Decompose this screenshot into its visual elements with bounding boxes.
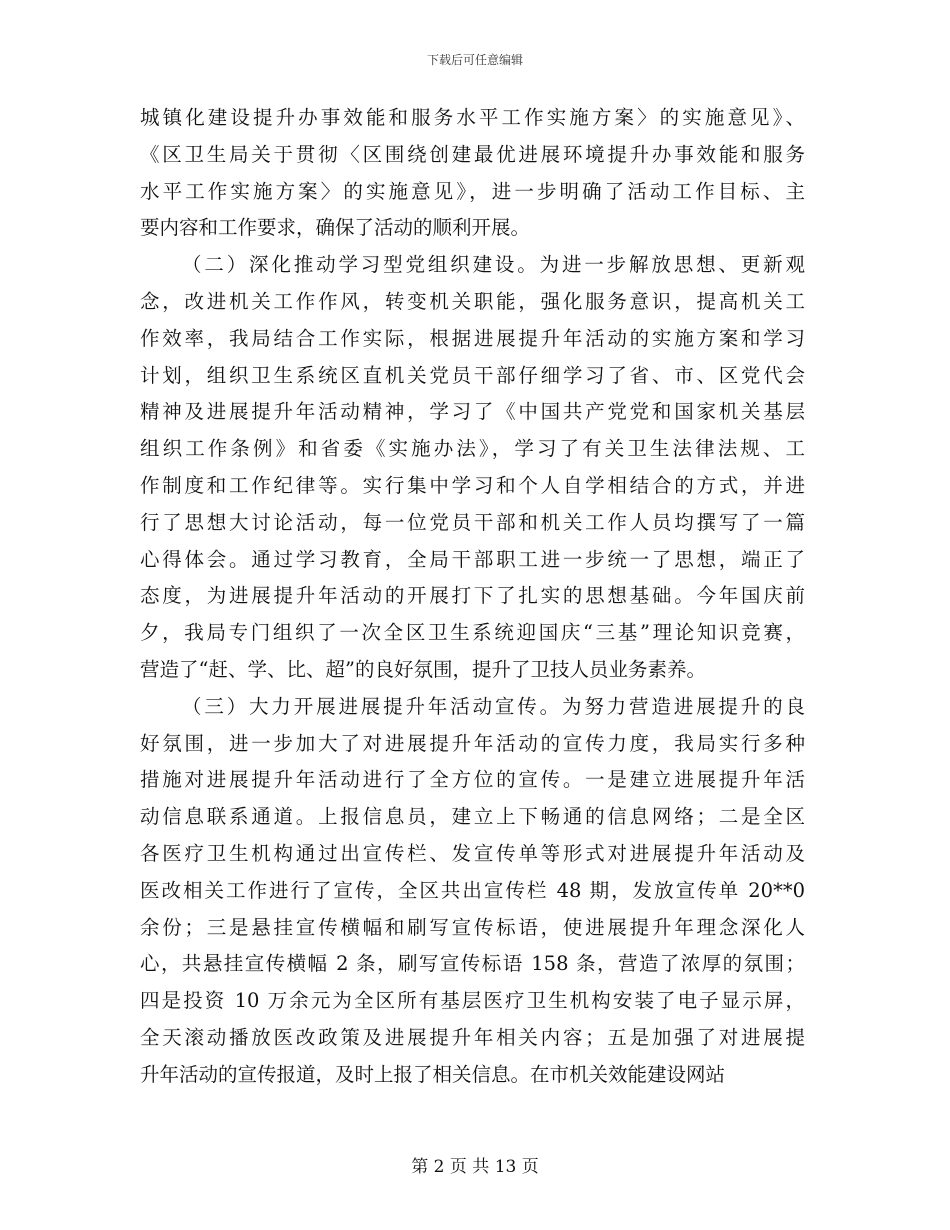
page-header-note: 下载后可任意编辑: [426, 53, 523, 67]
text-line: 好氛围，进一步加大了对进展提升年活动的宣传力度，我局实行多种: [140, 731, 805, 755]
text-line: 措施对进展提升年活动进行了全方位的宣传。一是建立进展提升年活: [140, 768, 805, 792]
text-line: 升年活动的宣传报道，及时上报了相关信息。在市机关效能建设网站: [140, 1062, 726, 1086]
paragraph-2: [140, 247, 805, 689]
text-line: 心，共悬挂宣传横幅 2 条，刷写宣传标语 158 条，营造了浓厚的氛围；: [140, 952, 805, 976]
text-line: 城镇化建设提升办事效能和服务水平工作实施方案〉的实施意见》、: [140, 106, 805, 129]
text-line: 《区卫生局关于贯彻〈区围绕创建最优进展环境提升办事效能和服务: [140, 142, 805, 166]
text-line: （二）深化推动学习型党组织建设。为进一步解放思想、更新观: [182, 253, 805, 277]
text-line: 作制度和工作纪律等。实行集中学习和个人自学相结合的方式，并进: [140, 473, 805, 497]
text-line: 态度，为进展提升年活动的开展打下了扎实的思想基础。今年国庆前: [140, 584, 805, 608]
text-line: 夕，我局专门组织了一次全区卫生系统迎国庆“三基”理论知识竞赛，: [140, 621, 805, 645]
text-line: 动信息联系通道。上报信息员，建立上下畅通的信息网络；二是全区: [140, 805, 805, 829]
text-line: 余份；三是悬挂宣传横幅和刷写宣传标语，使进展提升年理念深化人: [140, 915, 805, 939]
text-line: 精神及进展提升年活动精神，学习了《中国共产党党和国家机关基层: [140, 400, 805, 424]
text-line: 要内容和工作要求，确保了活动的顺利开展。: [140, 216, 531, 240]
text-line: 作效率，我局结合工作实际，根据进展提升年活动的实施方案和学习: [140, 326, 805, 350]
text-line: 计划，组织卫生系统区直机关党员干部仔细学习了省、市、区党代会: [140, 363, 805, 387]
text-line: 全天滚动播放医改政策及进展提升年相关内容；五是加强了对进展提: [140, 1025, 805, 1049]
document-body: [140, 100, 805, 1094]
text-line: 医改相关工作进行了宣传，全区共出宣传栏 48 期，发放宣传单 20**0: [140, 878, 805, 902]
paragraph-1: [140, 100, 805, 247]
text-line: 念，改进机关工作作风，转变机关职能，强化服务意识，提高机关工: [140, 289, 805, 313]
text-line: 营造了“赶、学、比、超”的良好氛围，提升了卫技人员业务素养。: [140, 657, 706, 681]
text-line: 行了思想大讨论活动，每一位党员干部和机关工作人员均撰写了一篇: [140, 510, 805, 534]
text-line: 各医疗卫生机构通过出宣传栏、发宣传单等形式对进展提升年活动及: [140, 841, 805, 865]
text-line: （三）大力开展进展提升年活动宣传。为努力营造进展提升的良: [182, 694, 805, 718]
text-line: 心得体会。通过学习教育，全局干部职工进一步统一了思想，端正了: [140, 547, 805, 571]
text-line: 组织工作条例》和省委《实施办法》，学习了有关卫生法律法规、工: [140, 437, 805, 461]
paragraph-3: [140, 689, 805, 1094]
text-line: 四是投资 10 万余元为全区所有基层医疗卫生机构安装了电子显示屏，: [140, 989, 805, 1013]
text-line: 水平工作实施方案〉的实施意见》，进一步明确了活动工作目标、主: [140, 179, 805, 203]
page-number-footer: 第 2 页 共 13 页: [411, 1157, 539, 1177]
